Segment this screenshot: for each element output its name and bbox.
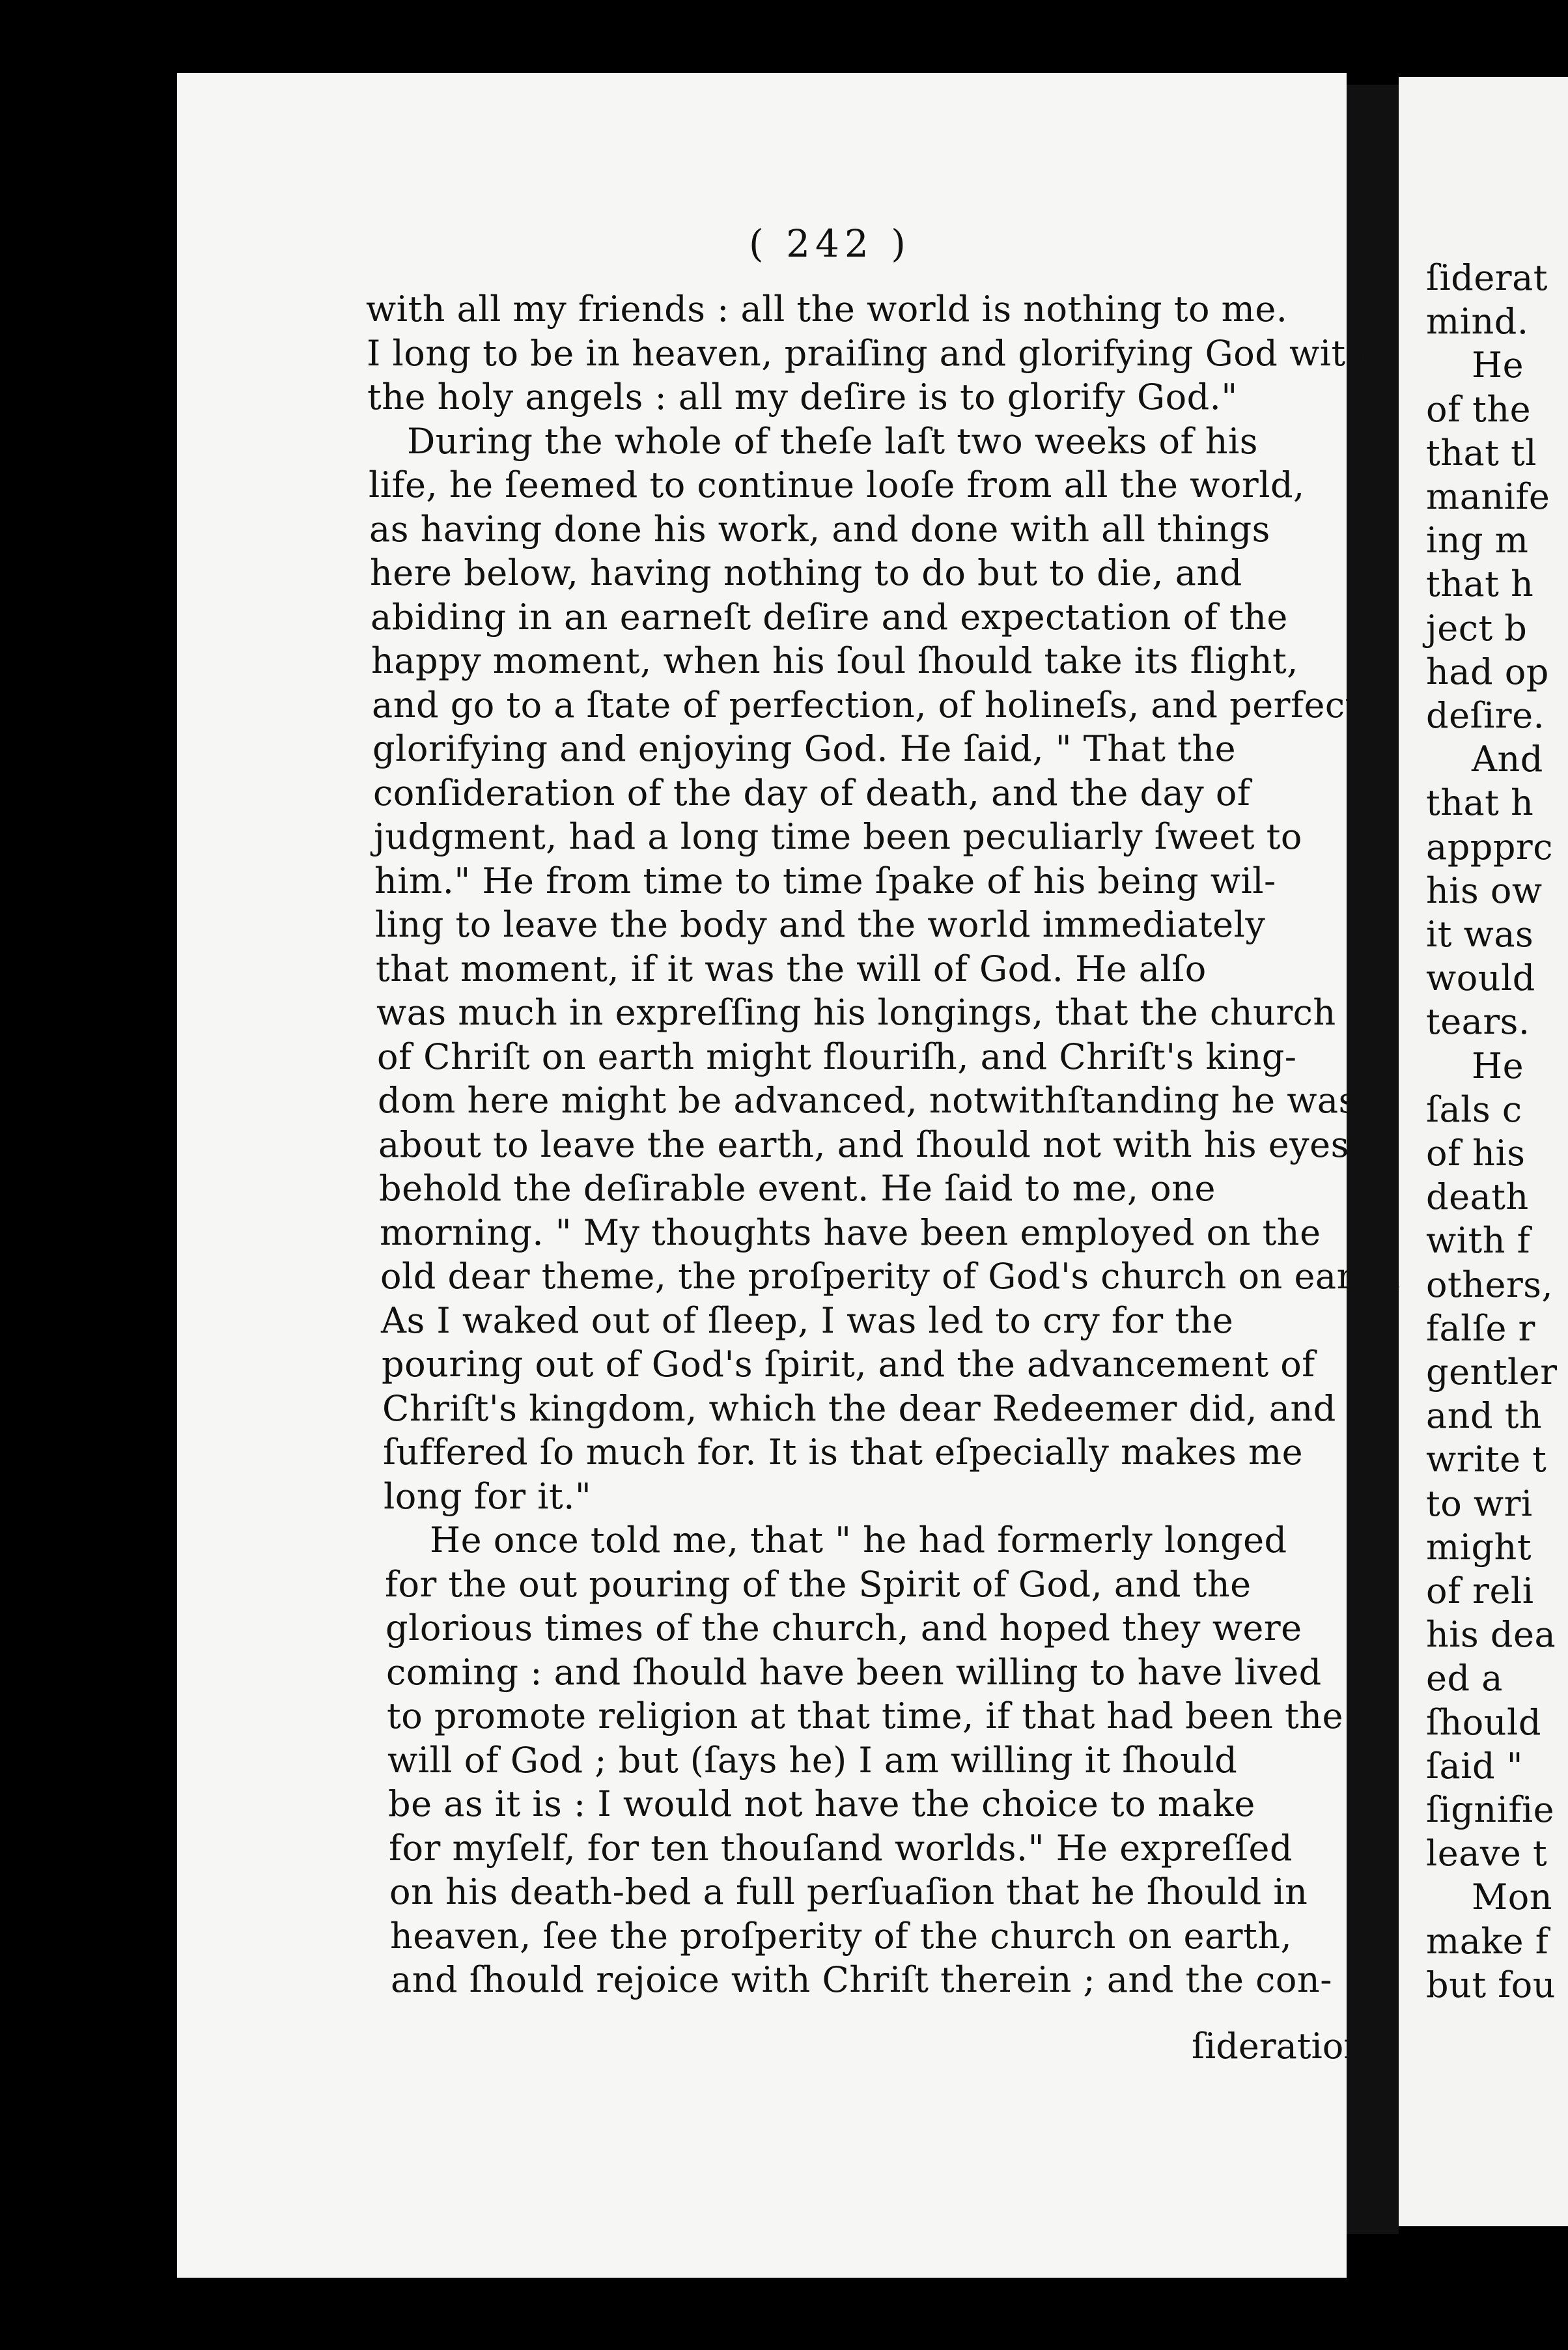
text-line: ſhould — [1426, 1701, 1541, 1743]
text-line: and th — [1426, 1395, 1543, 1437]
text-line: glorious times of the church, and hoped they were — [385, 1607, 1302, 1649]
text-line: He — [1472, 345, 1524, 386]
text-line: it was — [1426, 914, 1534, 955]
text-line: Chriſt's kingdom, which the dear Redeemer did, and — [382, 1387, 1336, 1429]
text-line: mind. — [1426, 301, 1529, 343]
text-line: life, he ſeemed to continue looſe from all the world, — [369, 464, 1305, 505]
text-line: And — [1472, 739, 1543, 780]
text-line: others, — [1426, 1264, 1554, 1305]
text-line: on his death-bed a full perſuaſion that he ſhould in — [389, 1871, 1308, 1912]
text-line: ſiderat — [1426, 257, 1548, 298]
text-line: ſignifie — [1426, 1789, 1555, 1830]
text-line: about to leave the earth, and ſhould not with his eyes — [378, 1124, 1349, 1165]
book-gutter — [1347, 85, 1399, 2234]
text-line: death — [1426, 1176, 1529, 1218]
text-line: had op — [1426, 651, 1549, 692]
text-line: the holy angels : all my deſire is to glorify God." — [367, 376, 1238, 418]
text-line: ed a — [1426, 1658, 1503, 1699]
text-line: conſideration of the day of death, and the day of — [373, 772, 1251, 814]
text-line: that moment, if it was the will of God. He alſo — [376, 948, 1207, 989]
text-line: to wri — [1426, 1482, 1533, 1524]
text-line: to promote religion at that time, if that had been the — [387, 1695, 1343, 1736]
text-line: with all my friends : all the world is nothing to me. — [366, 289, 1288, 330]
text-line: long for it." — [384, 1475, 592, 1517]
text-line: of the — [1426, 388, 1532, 430]
text-line: deſire. — [1426, 695, 1545, 736]
text-line: old dear theme, the proſperity of God's church on earth. — [380, 1256, 1403, 1297]
text-line: of reli — [1426, 1570, 1534, 1611]
text-line: write t — [1426, 1439, 1547, 1480]
text-line: will of God ; but (ſays he) I am willing it ſhould — [387, 1739, 1238, 1781]
page-number-header: ( 242 ) — [749, 221, 911, 266]
text-line: falſe r — [1426, 1307, 1535, 1349]
text-line: coming : and ſhould have been willing to have lived — [386, 1651, 1322, 1693]
text-line: morning. " My thoughts have been employed on the — [380, 1211, 1321, 1253]
text-line: tears. — [1426, 1001, 1530, 1043]
text-line: ject b — [1426, 607, 1528, 649]
text-line: During the whole of theſe laſt two weeks of his — [407, 420, 1258, 462]
text-line: and ſhould rejoice with Chriſt therein ; and the con- — [391, 1959, 1332, 2000]
text-line: gentler — [1426, 1352, 1558, 1393]
text-line: was much in expreſſing his longings, that the church — [376, 992, 1336, 1033]
text-line: here below, having nothing to do but to die, and — [370, 552, 1242, 593]
text-line: judgment, had a long time been peculiarly ſweet to — [374, 816, 1302, 857]
text-line: might — [1426, 1526, 1532, 1568]
text-line: make f — [1426, 1920, 1549, 1962]
text-line: ſals c — [1426, 1088, 1522, 1130]
text-line: happy moment, when his ſoul ſhould take its flight, — [371, 640, 1298, 681]
text-line: with f — [1426, 1220, 1531, 1262]
text-line: He once told me, that " he had formerly longed — [430, 1520, 1287, 1561]
text-line: for myſelf, for ten thouſand worlds." He expreſſed — [389, 1827, 1293, 1869]
catchword: ſideration — [1192, 2026, 1367, 2067]
text-line: would — [1426, 957, 1535, 999]
text-line: for the out pouring of the Spirit of God, and the — [385, 1563, 1252, 1605]
text-line: his dea — [1426, 1614, 1556, 1656]
text-line: appprc — [1426, 826, 1553, 868]
text-line: but fou — [1426, 1964, 1556, 2005]
text-line: Mon — [1472, 1876, 1553, 1918]
text-line: ſaid " — [1426, 1745, 1524, 1787]
text-line: him." He from time to time ſpake of his being wil- — [374, 860, 1276, 901]
text-line: his ow — [1426, 870, 1543, 911]
text-line: I long to be in heaven, praiſing and glorifying God with — [367, 332, 1369, 374]
text-line: of Chriſt on earth might flouriſh, and Chriſt's king- — [377, 1036, 1297, 1077]
text-line: be as it is : I would not have the choice to make — [388, 1783, 1255, 1824]
text-line: leave t — [1426, 1833, 1548, 1875]
text-line: dom here might be advanced, notwithſtanding he was — [378, 1080, 1357, 1121]
text-line: behold the deſirable event. He ſaid to me, one — [379, 1168, 1216, 1209]
text-line: as having done his work, and done with all things — [369, 508, 1270, 550]
text-line: As I waked out of ſleep, I was led to cry for the — [381, 1299, 1234, 1341]
text-line: heaven, ſee the proſperity of the church on earth, — [390, 1915, 1293, 1957]
text-line: that tl — [1426, 432, 1537, 474]
text-line: ling to leave the body and the world immediately — [375, 904, 1266, 945]
text-line: of his — [1426, 1133, 1526, 1174]
text-line: He — [1472, 1045, 1524, 1086]
text-line: abiding in an earneſt deſire and expectation of the — [371, 596, 1288, 638]
text-line: that h — [1426, 563, 1534, 605]
text-line: that h — [1426, 782, 1534, 824]
text-line: pouring out of God's ſpirit, and the advancement of — [382, 1344, 1315, 1385]
text-line: ſuffered ſo much for. It is that eſpecially makes me — [383, 1432, 1304, 1473]
text-line: glorifying and enjoying God. He ſaid, " That the — [372, 728, 1237, 769]
text-line: and go to a ſtate of perfection, of holineſs, and perfect — [372, 684, 1360, 726]
text-line: manife — [1426, 476, 1550, 517]
text-line: ing m — [1426, 520, 1529, 561]
